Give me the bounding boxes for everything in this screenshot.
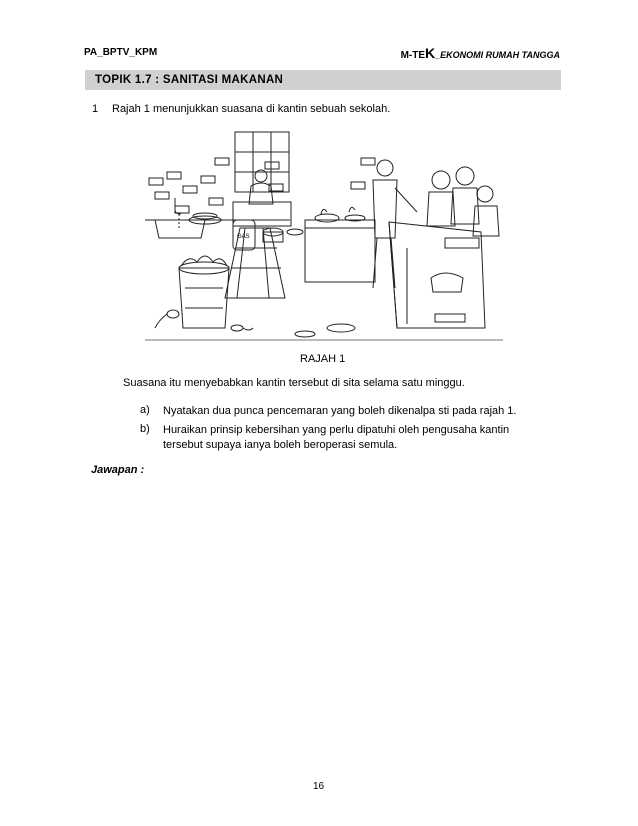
subquestion-b-text: Huraikan prinsip kebersihan yang perlu dipatuhi oleh pengusaha kantin tersebut supaya ianya boleh beroperasi semula.: [163, 424, 510, 451]
floor-litter: [295, 273, 465, 337]
topic-bar: [85, 70, 561, 90]
question-text: Rajah 1 menunjukkan suasana di kantin sebuah sekolah.: [112, 103, 391, 115]
gas-label: GAS: [237, 234, 250, 240]
figure-caption: RAJAH 1: [300, 353, 346, 365]
header-right-big: K: [425, 45, 436, 61]
sink: [155, 198, 221, 238]
pots: [263, 228, 303, 242]
header-right-prefix: M-TE: [400, 50, 426, 61]
header-left: PA_BPTV_KPM: [84, 47, 158, 58]
subquestion-a-label: a): [140, 404, 150, 416]
subquestion-a-text: Nyatakan dua punca pencemaran yang boleh dikenalpa sti pada rajah 1.: [163, 405, 517, 417]
header-right: [401, 45, 560, 61]
question-number: 1: [92, 103, 99, 115]
subquestion-b-label: b): [140, 423, 150, 435]
page-number: 16: [313, 781, 325, 792]
canteen-illustration: [145, 128, 503, 350]
header-right-suffix: _EKONOMI RUMAH TANGGA: [435, 50, 560, 60]
answer-label: Jawapan :: [91, 464, 145, 476]
stove-counter: [305, 207, 375, 282]
intro-text: Suasana itu menyebabkan kantin tersebut di sita selama satu minggu.: [123, 377, 465, 389]
brick-wall: [149, 158, 375, 213]
students: [427, 167, 499, 236]
back-counter: [145, 202, 291, 298]
topic-title: TOPIK 1.7 : SANITASI MAKANAN: [95, 74, 284, 86]
dustbin: [179, 256, 229, 328]
